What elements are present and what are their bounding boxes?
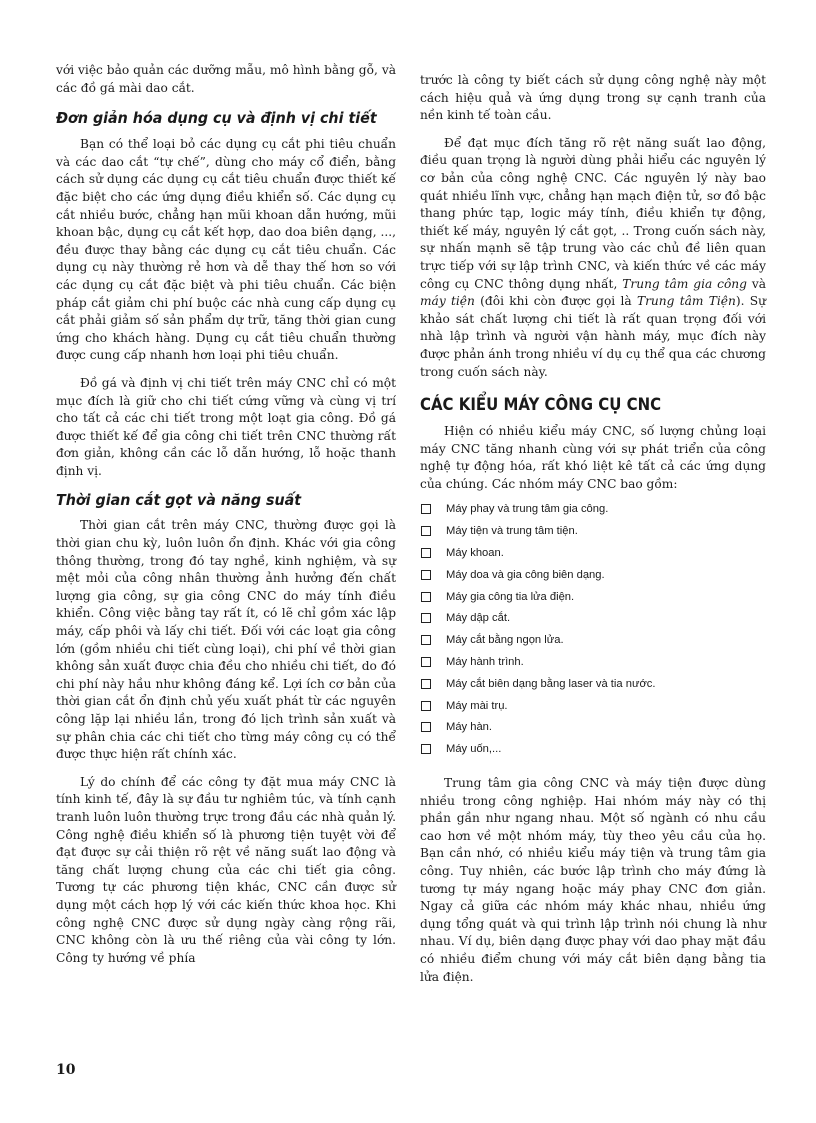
list-item: Máy mài trụ.	[420, 698, 766, 720]
paragraph: Đồ gá và định vị chi tiết trên máy CNC chỉ có một mục đích là giữ cho chi tiết cứng vững và cùng vị trí cho tất cả các chi tiết trong một loạt gia công. Đồ gá được thiết kế để gia công chi tiết trên CNC thường rất đơn giản, không cần các lỗ dẫn hướng, lỗ hoặc thanh định vị.	[56, 375, 396, 478]
checkbox-list	[420, 501, 766, 763]
section-heading: Đơn giản hóa dụng cụ và định vị chi tiết	[56, 109, 377, 128]
paragraph: Lý do chính để các công ty đặt mua máy CNC là tính kinh tế, đây là sự đầu tư nghiêm túc, và tính cạnh tranh luôn luôn thường trực trong đầu các nhà quản lý. Công nghệ điều khiển số là phương tiện tuyệt vời để đạt được sự cải thiện rõ rệt về năng suất lao động và tăng chất lượng chung của các chi tiết gia công. Tương tự các phương tiện khác, CNC cần được sử dụng một cách hợp lý với các kiến thức khoa học. Khi công nghệ CNC được sử dụng ngày càng rộng rãi, CNC không còn là ưu thế riêng của vài công ty lớn. Công ty hướng về phía	[56, 774, 396, 965]
checkbox-icon	[421, 592, 431, 602]
checkbox-icon	[421, 570, 431, 580]
checkbox-icon	[421, 635, 431, 645]
list-item: Máy cắt bằng ngọn lửa.	[420, 632, 766, 654]
list-item: Máy dập cắt.	[420, 610, 766, 632]
checkbox-icon	[421, 701, 431, 711]
section-heading: Thời gian cắt gọt và năng suất	[56, 491, 302, 510]
left-column	[56, 62, 396, 967]
list-item: Máy khoan.	[420, 545, 766, 567]
list-item: Máy hàn.	[420, 719, 766, 741]
paragraph: Để đạt mục đích tăng rõ rệt năng suất lao động, điều quan trọng là người dùng phải hiểu các nguyên lý cơ bản của công nghệ CNC. Các nguyên lý này bao quát nhiều lĩnh vực, chẳng hạn mạch điện tử, sơ đồ bậc thang phức tạp, logic máy tính, điều khiển tự động, thiết kế máy, nguyên lý cắt gọt, .. Trong cuốn sách này, sự nhấn mạnh sẽ tập trung vào các chủ đề liên quan trực tiếp với sự lập trình CNC, và kiến thức về các máy công cụ CNC thông dụng nhất, Trung tâm gia công và máy tiện (đôi khi còn được gọi là Trung tâm Tiện). Sự khảo sát chất lượng chi tiết là rất quan trọng đối với nhà lập trình và người vận hành máy, mục đích này được phản ánh trong nhiều ví dụ cụ thể qua các chương trong cuốn sách này.	[420, 135, 767, 379]
checkbox-icon	[421, 744, 431, 754]
checkbox-icon	[421, 504, 431, 514]
checkbox-icon	[421, 679, 431, 689]
checkbox-icon	[421, 722, 431, 732]
list-item: Máy gia công tia lửa điện.	[420, 589, 766, 611]
paragraph: với việc bảo quản các dưỡng mẫu, mô hình bằng gỗ, và các đồ gá mài dao cắt.	[56, 63, 396, 95]
paragraph: trước là công ty biết cách sử dụng công nghệ này một cách hiệu quả và ứng dụng trong sự cạnh tranh của nền kinh tế toàn cầu.	[420, 73, 766, 123]
emphasis: Trung tâm Tiện	[636, 294, 736, 309]
right-column	[420, 72, 766, 986]
checkbox-icon	[421, 613, 431, 623]
list-item: Máy uốn,...	[420, 741, 766, 763]
paragraph: Thời gian cắt trên máy CNC, thường được gọi là thời gian chu kỳ, luôn luôn ổn định. Khác với gia công thông thường, trong đó tay nghề, kinh nghiệm, và sự mệt mỏi của công nhân thường ảnh hưởng đến chất lượng gia công, sự gia công CNC do máy tính điều khiển. Công việc bằng tay rất ít, có lẽ chỉ gồm xác lập máy, cấp phôi và lấy chi tiết. Đối với các loạt gia công lớn (gồm nhiều chi tiết cùng loại), chi phí về thời gian không sản xuất được chia đều cho nhiều chi tiết, do đó chi phí này hầu như không đáng kể. Lợi ích cơ bản của thời gian cắt ổn định chủ yếu xuất phát từ các nguyên công lặp lại nhiều lần, trong đó lịch trình sản xuất và sự phân chia các chi tiết cho từng máy công cụ có thể được thực hiện rất chính xác.	[56, 518, 396, 762]
paragraph: Trung tâm gia công CNC và máy tiện được dùng nhiều trong công nghiệp. Hai nhóm máy này có thị phần gần như ngang nhau. Một số ngành có nhu cầu cao hơn về một nhóm máy, tùy theo yêu cầu của họ. Bạn cần nhớ, có nhiều kiểu máy tiện và trung tâm gia công. Tuy nhiên, các bước lập trình cho máy đứng là tương tự máy ngang hoặc máy phay CNC đơn giản. Ngay cả giữa các nhóm máy khác nhau, nhiều ứng dụng tổng quát và qui trình lập trình nói chung là như nhau. Ví dụ, biên dạng được phay với dao phay mặt đầu có nhiều điểm chung với máy cắt biên dạng bằng tia lửa điện.	[420, 776, 766, 984]
list-item: Máy hành trình.	[420, 654, 766, 676]
list-item: Máy phay và trung tâm gia công.	[420, 501, 766, 523]
emphasis: Trung tâm gia công	[622, 276, 747, 291]
checkbox-icon	[421, 526, 431, 536]
paragraph: Hiện có nhiều kiểu máy CNC, số lượng chủng loại máy CNC tăng nhanh cùng với sự phát triển của công nghệ tự động hóa, rất khó liệt kê tất cả các ứng dụng của chúng. Các nhóm máy CNC bao gồm:	[420, 424, 766, 491]
page-number: 10	[56, 1062, 76, 1078]
emphasis: máy tiện	[420, 294, 475, 309]
list-item: Máy doa và gia công biên dạng.	[420, 567, 766, 589]
section-heading: CÁC KIỂU MÁY CÔNG CỤ CNC	[420, 395, 662, 416]
checkbox-icon	[421, 548, 431, 558]
checkbox-icon	[421, 657, 431, 667]
list-item: Máy tiện và trung tâm tiện.	[420, 523, 766, 545]
paragraph: Bạn có thể loại bỏ các dụng cụ cắt phi tiêu chuẩn và các dao cắt “tự chế”, dùng cho máy cổ điển, bằng cách sử dụng các dụng cụ cắt tiêu chuẩn được thiết kế đặc biệt cho các ứng dụng điều khiển số. Các dụng cụ cắt nhiều bước, chẳng hạn mũi khoan dẫn hướng, mũi khoan bậc, dụng cụ cắt kết hợp, dao doa biên dạng, ..., đều được thay bằng các dụng cụ cắt tiêu chuẩn. Các dụng cụ này thường rẻ hơn và dễ thay thế hơn so với các dụng cụ cắt đặc biệt và phi tiêu chuẩn. Các biện pháp cắt giảm chi phí buộc các nhà cung cấp dụng cụ cắt phải giảm số sản phẩm dự trữ, tăng thời gian cung ứng cho khách hàng. Dụng cụ cắt tiêu chuẩn thường được cung cấp nhanh hơn loại phi tiêu chuẩn.	[56, 137, 396, 363]
list-item: Máy cắt biên dạng bằng laser và tia nước.	[420, 676, 766, 698]
